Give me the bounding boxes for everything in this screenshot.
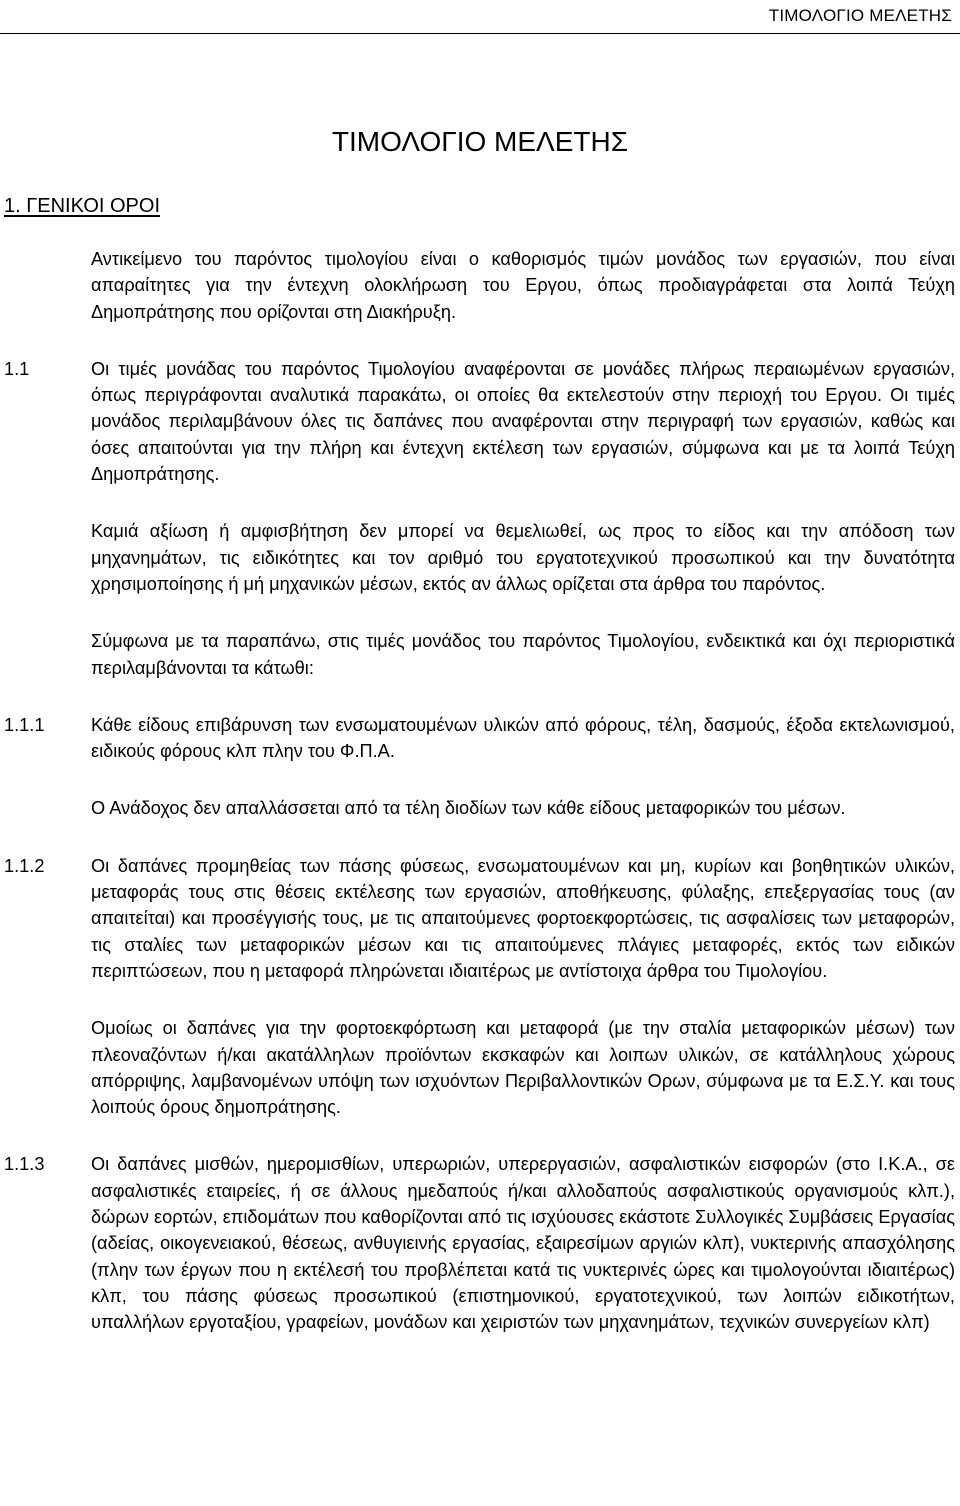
clause-1-1: [0, 356, 955, 487]
clause-text: Οι τιμές μονάδας του παρόντος Τιμολογίου αναφέρονται σε μονάδες πλήρως περαιωμένων εργασιών, όπως περιγράφονται αναλυτικά παρακάτω, οι οποίες θα εκτελεστούν στην περιοχή του Εργου. Οι τιμές μονάδος περιλαμβάνουν όλες τις δαπάνες που αναφέρονται στην περιγραφή των εργασιών, καθώς και όσες απαιτούνται για την πλήρη και έντεχνη εκτέλεση των εργασιών, σύμφωνα και με τα λοιπά Τεύχη Δημοπράτησης.: [91, 358, 955, 485]
clause-1-1-2: [0, 853, 955, 984]
clause-1-1-3: [0, 1151, 955, 1335]
similarly-paragraph: Ομοίως οι δαπάνες για την φορτοεκφόρτωση και μεταφορά (με την σταλία μεταφορικών μέσων) των πλεοναζόντων ή/και ακατάλληλων προϊόντων εκσκαφών και λοιπων υλικών, σε κατάλληλους χώρους απόρριψης, λαμβανομένων υπόψη των ισχυόντων Περιβαλλοντικών Ορων, σύμφωνα με τα Ε.Σ.Υ. και τους λοιπούς όρους δημοπράτησης.: [91, 1018, 955, 1118]
running-header-title: ΤΙΜΟΛΟΓΙΟ ΜΕΛΕΤΗΣ: [768, 6, 952, 25]
clause-1-1-1: [0, 712, 955, 765]
document-title: ΤΙΜΟΛΟΓΙΟ ΜΕΛΕΤΗΣ: [331, 126, 629, 157]
intro-paragraph: Αντικείμενο του παρόντος τιμολογίου είναι ο καθορισμός τιμών μονάδος των εργασιών, που είναι απαραίτητες για την έντεχνη ολοκλήρωση του Εργου, όπως προδιαγράφεται στα λοιπά Τεύχη Δημοπράτησης που ορίζονται στη Διακήρυξη.: [91, 249, 955, 322]
clause-number: 1.1.3: [4, 1154, 45, 1175]
document-body: [0, 246, 955, 1367]
clause-text: Οι δαπάνες μισθών, ημερομισθίων, υπερωριών, υπερεργασιών, ασφαλιστικών εισφορών (στο Ι.Κ.Α., σε ασφαλιστικές εταιρείες, ή σε άλλους ημεδαπούς ή/και αλλοδαπούς ασφαλιστικούς οργανισμούς κλπ.), δώρων εορτών, επιδομάτων που καθορίζονται από τις ισχύουσες εκάστοτε Συλλογικές Συμβάσεις Εργασίας (αδείας, οικογενειακού, θέσεως, ανθυγιεινής εργασίας, εξαιρεσίμων αργιών κλπ), νυκτερινής απασχόλησης (πλην των έργων που η εκτέλεσή του προβλέπεται κατά τις νυκτερινές ώρες και τιμολογούνται ιδιαιτέρως) κλπ, του πάσης φύσεως προσωπικού (επιστημονικού, εργατοτεχνικού, των λοιπών ειδικοτήτων, υπαλλήλων εργοταξίου, γραφείων, μονάδων και χειριστών των μηχανημάτων, τεχνικών συνεργείων κλπ): [91, 1154, 955, 1333]
accordingly-paragraph: Σύμφωνα με τα παραπάνω, στις τιμές μονάδος του παρόντος Τιμολογίου, ενδεικτικά και όχι περιοριστικά περιλαμβάνονται τα κάτωθι:: [91, 631, 955, 678]
clause-number: 1.1.2: [4, 855, 45, 876]
claims-paragraph: Καμιά αξίωση ή αμφισβήτηση δεν μπορεί να θεμελιωθεί, ως προς το είδος και την απόδοση των μηχανημάτων, τις ειδικότητες και τον αριθμό του εργατοτεχνικού προσωπικού και την δυνατότητα χρησιμοποίησης ή μή μηχανικών μέσων, εκτός αν άλλως ορίζεται στα άρθρα του παρόντος.: [91, 521, 955, 594]
clause-number: 1.1: [4, 358, 30, 379]
clause-number: 1.1.1: [4, 714, 45, 735]
section-heading: 1. ΓΕΝΙΚΟΙ ΟΡΟΙ: [4, 195, 160, 217]
clause-text: Οι δαπάνες προμηθείας των πάσης φύσεως, ενσωματουμένων και μη, κυρίων και βοηθητικών υλικών, μεταφοράς τους στις θέσεις εκτέλεσης των εργασιών, αποθήκευσης, φύλαξης, επεξεργασίας τους (αν απαιτείται) και προσέγγισής τους, με τις απαιτούμενες φορτοεκφορτώσεις, τις ασφαλίσεις των μεταφορών, τις σταλίες των μεταφορικών μέσων και τις απαιτούμενες πλάγιες μεταφορές, εκτός των ειδικών περιπτώσεων, που η μεταφορά πληρώνεται ιδιαιτέρως με αντίστοιχα άρθρα του Τιμολογίου.: [91, 855, 955, 981]
contractor-paragraph: Ο Ανάδοχος δεν απαλλάσσεται από τα τέλη διοδίων των κάθε είδους μεταφορικών του μέσων.: [91, 798, 846, 819]
header-divider: [0, 33, 960, 34]
clause-text: Κάθε είδους επιβάρυνση των ενσωματουμένων υλικών από φόρους, τέλη, δασμούς, έξοδα εκτελωνισμού, ειδικούς φόρους κλπ πλην του Φ.Π.Α.: [91, 714, 955, 762]
